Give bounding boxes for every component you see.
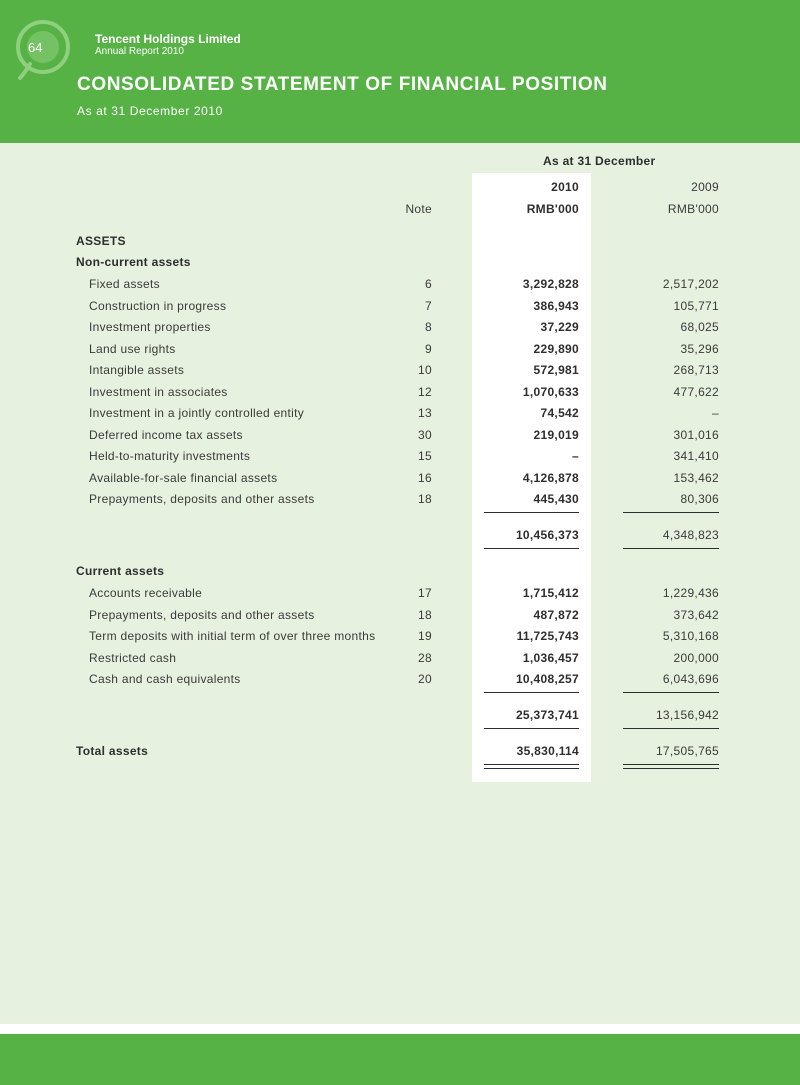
row-value-2009: 268,713 (673, 363, 719, 377)
row-label: Accounts receivable (89, 586, 203, 600)
row-label: Available-for-sale financial assets (89, 470, 278, 485)
row-label: Land use rights (89, 341, 176, 356)
row-value-2010: 572,981 (533, 363, 579, 377)
row-value-2010: 4,126,878 (522, 470, 579, 485)
row-value-2009: 341,410 (673, 449, 719, 463)
row-value-2010: 386,943 (533, 298, 579, 313)
row-value-2010: 219,019 (533, 427, 579, 442)
row-value-2010: 11,725,743 (516, 629, 579, 643)
non-current-total-2009: 4,348,823 (662, 528, 719, 542)
statement-body (0, 143, 800, 1024)
company-name: Tencent Holdings Limited (95, 32, 241, 46)
row-value-2009: 68,025 (680, 320, 719, 334)
row-label: Term deposits with initial term of over three months (89, 629, 376, 643)
total-rule-2010 (484, 548, 579, 549)
page-footer-band (0, 1034, 800, 1085)
row-value-2010: 1,070,633 (522, 384, 579, 399)
current-total-rule-2009 (623, 728, 719, 729)
row-value-2010: 445,430 (533, 492, 579, 506)
row-note: 28 (418, 650, 432, 665)
row-note: 13 (418, 406, 432, 420)
double-rule-2009-b (623, 768, 719, 769)
row-label: Deferred income tax assets (89, 427, 243, 442)
current-rule-2009 (623, 692, 719, 693)
note-header: Note (405, 202, 432, 216)
row-note: 19 (418, 629, 432, 643)
footer-gap (0, 1024, 800, 1034)
group-header: As at 31 December (543, 154, 656, 168)
row-note: 7 (425, 298, 432, 313)
double-rule-2010-b (484, 768, 579, 769)
assets-heading: ASSETS (76, 234, 126, 248)
current-total-2010: 25,373,741 (515, 708, 579, 722)
double-rule-2010-a (484, 764, 579, 765)
row-value-2009: 105,771 (673, 298, 719, 313)
row-note: 16 (418, 470, 432, 485)
row-note: 10 (418, 363, 432, 377)
row-value-2009: 153,462 (673, 470, 719, 485)
row-value-2009: 2,517,202 (662, 277, 719, 291)
row-label: Prepayments, deposits and other assets (89, 607, 315, 622)
col-2009-unit: RMB'000 (667, 202, 719, 216)
subtotal-rule-2009 (623, 512, 719, 513)
current-rule-2010 (484, 692, 579, 693)
row-value-2009: 6,043,696 (662, 672, 719, 686)
row-value-2009: 301,016 (673, 427, 719, 442)
row-label: Restricted cash (89, 650, 177, 665)
current-total-2009: 13,156,942 (655, 708, 719, 722)
row-value-2010: 1,715,412 (522, 586, 579, 600)
row-value-2009: 5,310,168 (662, 629, 719, 643)
row-value-2010: 37,229 (540, 320, 579, 334)
row-label: Investment properties (89, 320, 211, 334)
row-label: Cash and cash equivalents (89, 672, 241, 686)
double-rule-2009-a (623, 764, 719, 765)
current-total-rule-2010 (484, 728, 579, 729)
total-rule-2009 (623, 548, 719, 549)
row-label: Construction in progress (89, 298, 227, 313)
row-note: 12 (418, 384, 432, 399)
col-2010-year: 2010 (551, 180, 579, 194)
row-value-2010: 3,292,828 (522, 277, 579, 291)
row-value-2009: 80,306 (680, 492, 719, 506)
page-number: 64 (28, 40, 43, 55)
row-value-2009: 477,622 (673, 384, 719, 399)
row-value-2010: 74,542 (540, 406, 579, 420)
row-note: 15 (418, 449, 432, 463)
row-value-2009: – (712, 406, 719, 420)
row-label: Prepayments, deposits and other assets (89, 492, 315, 506)
total-assets-2009: 17,505,765 (655, 744, 719, 758)
row-value-2009: 200,000 (673, 650, 719, 665)
row-value-2009: 35,296 (680, 341, 719, 356)
row-label: Held-to-maturity investments (89, 449, 251, 463)
row-label: Investment in a jointly controlled entity (89, 406, 305, 420)
row-value-2010: – (572, 449, 579, 463)
row-label: Investment in associates (89, 384, 228, 399)
row-note: 9 (425, 341, 432, 356)
row-note: 20 (418, 672, 432, 686)
row-value-2010: 487,872 (533, 607, 579, 622)
row-value-2009: 373,642 (673, 607, 719, 622)
col-2010-unit: RMB'000 (526, 202, 579, 216)
col-2009-year: 2009 (691, 180, 719, 194)
row-label: Intangible assets (89, 363, 185, 377)
page-title: CONSOLIDATED STATEMENT OF FINANCIAL POSITION (77, 74, 608, 95)
non-current-heading: Non-current assets (76, 255, 191, 269)
row-label: Fixed assets (89, 277, 160, 291)
row-note: 17 (418, 586, 432, 600)
row-note: 30 (418, 427, 432, 442)
row-note: 6 (425, 277, 432, 291)
total-assets-2010: 35,830,114 (516, 744, 579, 758)
row-value-2010: 229,890 (533, 341, 579, 356)
tencent-logo-icon (12, 18, 74, 80)
row-value-2010: 1,036,457 (522, 650, 579, 665)
page-header (0, 0, 800, 143)
row-note: 8 (425, 320, 432, 334)
row-value-2009: 1,229,436 (662, 586, 719, 600)
total-assets-label: Total assets (76, 744, 149, 758)
row-value-2010: 10,408,257 (515, 672, 579, 686)
report-name: Annual Report 2010 (95, 46, 184, 57)
current-heading: Current assets (76, 564, 165, 578)
non-current-total-2010: 10,456,373 (515, 528, 579, 542)
subtotal-rule-2010 (484, 512, 579, 513)
page-subtitle: As at 31 December 2010 (77, 104, 223, 118)
row-note: 18 (418, 492, 432, 506)
row-note: 18 (418, 607, 432, 622)
